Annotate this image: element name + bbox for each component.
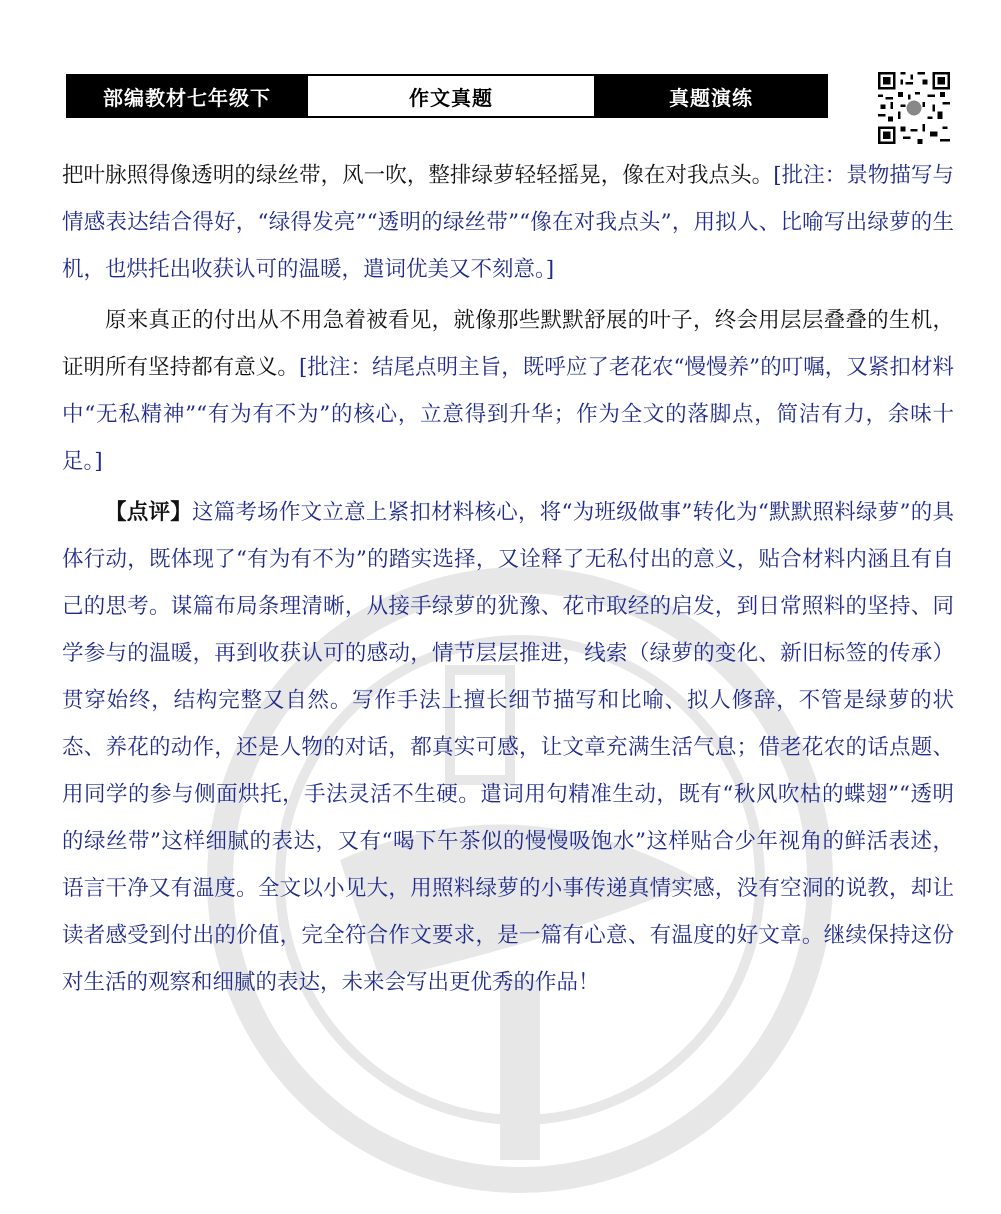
header-category: 作文真题 bbox=[306, 76, 596, 116]
paragraph-1-text: 把叶脉照得像透明的绿丝带，风一吹，整排绿萝轻轻摇晃，像在对我点头。 bbox=[62, 163, 774, 188]
annotation-1: [批注：景物描写与情感表达结合得好，“绿得发亮”“透明的绿丝带”“像在对我点头”，用拟人、比喻写出绿萝的生机，也烘托出收获认可的温暖，遣词优美又不刻意。] bbox=[62, 163, 955, 282]
paragraph-2-text: 原来真正的付出从不用急着被看见，就像那些默默舒展的叶子，终会用层层叠叠的生机，证明所有坚持都有意义。 bbox=[62, 308, 954, 380]
header-bar bbox=[66, 74, 828, 118]
paragraph-2 bbox=[62, 297, 954, 485]
annotation-2: [批注：结尾点明主旨，既呼应了老花农“慢慢养”的叮嘱，又紧扣材料中“无私精神”“有为有不为”的核心，立意得到升华；作为全文的落脚点，简洁有力，余味十足。] bbox=[62, 355, 954, 474]
qr-code-icon bbox=[878, 72, 950, 144]
review-text: 这篇考场作文立意上紧扣材料核心，将“为班级做事”转化为“默默照料绿萝”的具体行动，既体现了“有为有不为”的踏实选择，又诠释了无私付出的意义，贴合材料内涵且有自己的思考。谋篇布局条理清晰，从接手绿萝的犹豫、花市取经的启发，到日常照料的坚持、同学参与的温暖，再到收获认可的感动，情节层层推进，线索（绿萝的变化、新旧标签的传承）贯穿始终，结构完整又自然。写作手法上擅长细节描写和比喻、拟人修辞，不管是绿萝的状态、养花的动作，还是人物的对话，都真实可感，让文章充满生活气息；借老花农的话点题、用同学的参与侧面烘托，手法灵活不生硬。遣词用句精准生动，既有“秋风吹枯的蝶翅”“透明的绿丝带”这样细腻的表达，又有“喝下午茶似的慢慢吸饱水”这样贴合少年视角的鲜活表述，语言干净又有温度。全文以小见大，用照料绿萝的小事传递真情实感，没有空洞的说教，却让读者感受到付出的价值，完全符合作文要求，是一篇有心意、有温度的好文章。继续保持这份对生活的观察和细腻的表达，未来会写出更优秀的作品！ bbox=[62, 500, 954, 995]
essay-content bbox=[62, 152, 954, 1006]
paragraph-1 bbox=[62, 152, 954, 293]
header-section: 真题演练 bbox=[596, 76, 826, 116]
header-grade: 部编教材七年级下 bbox=[68, 76, 306, 116]
review-label: 【点评】 bbox=[105, 500, 192, 525]
review-paragraph bbox=[62, 489, 954, 1006]
